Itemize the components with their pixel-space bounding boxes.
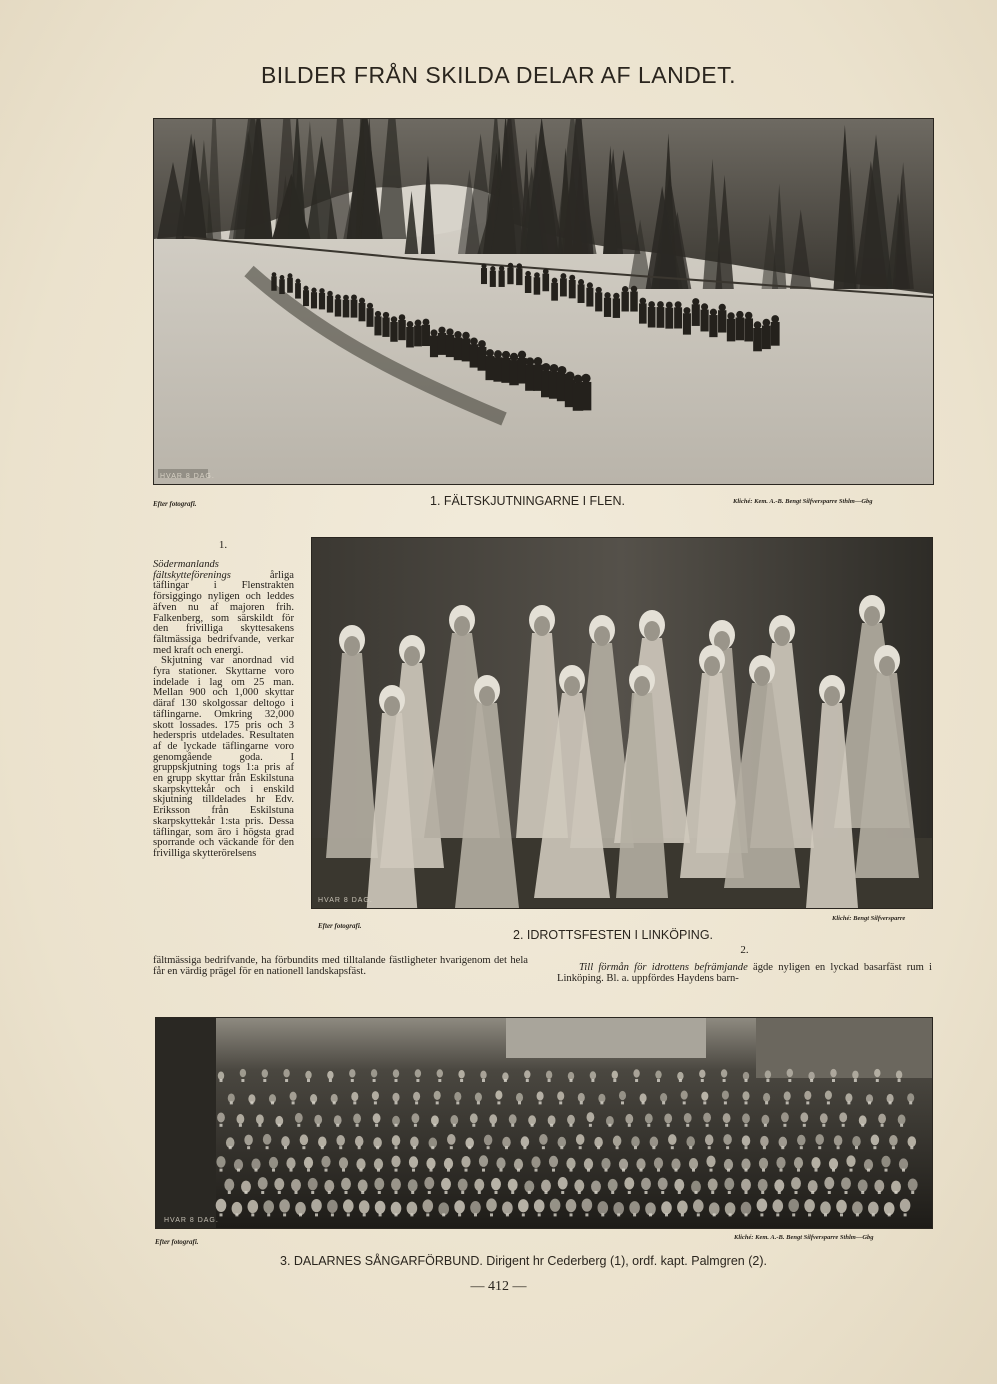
source-label: Efter fotografi.	[318, 922, 362, 930]
photo-caption: 1. FÄLTSKJUTNINGARNE I FLEN.	[430, 494, 625, 508]
article-paragraph-tail: fältmässiga bedrifvande, ha förbundits med tilltalande fästligheter hvarigenom det hela får en värdig prägel för en nationell landskapsfäst.	[153, 955, 528, 977]
photo-credit: Kliché: Kem. A.-B. Bengt Silfversparre Sthlm—Gbg	[733, 498, 873, 505]
photo-sports-festival	[311, 537, 933, 909]
source-label: Efter fotografi.	[155, 1238, 199, 1246]
article-paragraph: Skjutning var anordnad vid fyra stationer. Skyttarne voro indelade i lag om 25 man. Mellan 900 och 1,000 skyttar däraf 130 skolgossar deltogo i täflingarne. Omkring 32,000 skott lossades. 175 pris och 3 hederspris utdelades. Resultaten af de lyckade täflingarne voro genomgående goda. I gruppskjutning togs 1:a pris af en grupp skyttar från Eskilstuna skarpskyttekår och i enskild skjutning tilldelades hr Edv. Eriksson från Eskilstuna skarpskyttekår 1:sta pris. Dessa täflingar, som äro i högsta grad sporrande och väckande för den frivilliga skytterörelsens	[153, 655, 294, 859]
article-lead-text: årliga täflingar i Flenstrakten försiggingo nyligen och leddes äfven nu af majoren frih. Falkenberg, som särskildt för den frivilliga skyttesakens fältmässiga bedrifvande, verkar med kraft och energi.	[153, 569, 294, 656]
photo-sports-festival-image	[312, 538, 932, 908]
watermark: HVAR 8 DAG.	[164, 1217, 219, 1224]
source-label: Efter fotografi.	[153, 500, 197, 508]
photo-field-shooting	[153, 118, 934, 485]
article-number: 2.	[740, 944, 749, 956]
article-column	[557, 963, 932, 984]
article-number: 1.	[218, 539, 228, 551]
article-column	[153, 560, 294, 860]
photo-caption: 3. DALARNES SÅNGARFÖRBUND. Dirigent hr Cederberg (1), ordf. kapt. Palmgren (2).	[280, 1254, 767, 1268]
watermark: HVAR 8 DAG.	[318, 897, 373, 904]
article-lead-italic: Till förmån för idrottens befrämjande	[579, 962, 748, 973]
article-lead-italic: Södermanlands fältskytteförenings	[153, 559, 231, 581]
article-lead-text: ägde nyligen en lyckad basarfäst rum i Linköping. Bl. a. uppfördes Haydens barn-	[557, 962, 932, 984]
photo-credit: Kliché: Kem. A.-B. Bengt Silfversparre Sthlm—Gbg	[734, 1234, 874, 1241]
photo-caption: 2. IDROTTSFESTEN I LINKÖPING.	[513, 928, 714, 942]
photo-field-shooting-image	[154, 119, 933, 484]
photo-choir-image	[156, 1018, 932, 1228]
photo-choir	[155, 1017, 933, 1229]
page-heading: BILDER FRÅN SKILDA DELAR AF LANDET.	[260, 62, 737, 88]
page-number: — 412 —	[470, 1279, 527, 1294]
watermark: HVAR 8 DAG.	[160, 473, 215, 480]
photo-credit: Kliché: Bengt Silfversparre	[832, 915, 906, 922]
